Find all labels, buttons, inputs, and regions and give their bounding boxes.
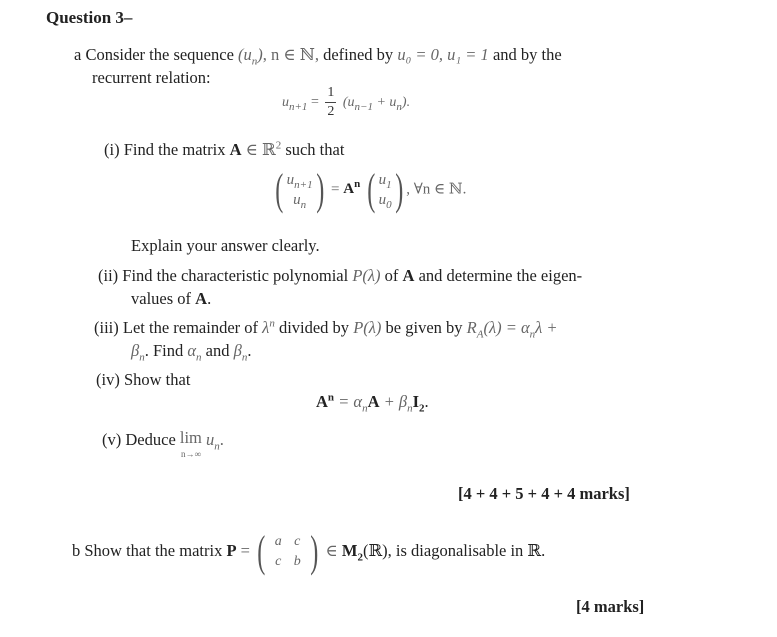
recurrence-equation: $u_{n+1}$ = $\frac{1}{2}$ $(u_{n-1} + u_n)$. [282,85,411,119]
part-a-line2: recurrent relation: [92,68,211,87]
item-iv: (iv) Show that [96,370,191,389]
n-in-N: , n ∈ ℕ, [262,45,319,64]
item-i-label: (i) [104,140,120,159]
vector-u1-u0: $u_1$ $u_0$ [378,172,392,211]
item-ii: (ii) Find the characteristic polynomial P(λ) of A and determine the eigen- [98,266,583,285]
item-ii-line2: values of A. [131,289,212,308]
question-title: Question 3– [46,8,133,27]
part-b-line: b Show that the matrix P = ( a c c b ) ∈ $M_2(ℝ)$, is diagonalisable in ℝ. [72,527,546,576]
part-a-line1 [74,45,562,68]
part-a-marks: [4 + 4 + 5 + 4 + 4 marks] [458,484,630,503]
item-v-label: (v) [102,430,122,449]
item-iii-line2: $\beta_n$. Find $\alpha_n$ and $\beta_n$. [131,341,252,364]
defined-by-text: defined by [323,45,394,64]
sequence-symbol: $(u_n)$ [238,45,263,68]
matrix-P: a c c b [274,534,301,569]
iv-equation: $A^n = \alpha_nA + \beta_nI_2$. [316,391,429,415]
part-a-intro: Consider the sequence [85,45,234,64]
explain-text: Explain your answer clearly. [131,236,320,255]
matrix-equation: ( $u_{n+1}$ $u_n$ ) = $A^n$ ( $u_1$ $u_0$) , ∀n ∈ ℕ. [275,165,467,214]
part-b-marks: [4 marks] [576,597,645,616]
item-v: (v) Deduce lim n→∞ $u_n$. [102,428,224,459]
item-iii-label: (iii) [94,318,119,337]
and-by-the-text: and by the [492,45,562,64]
item-i: (i) Find the matrix A ∈ ℝ$^2$ such that [104,139,345,159]
vector-un: $u_{n+1}$ $u_n$ [286,172,313,211]
item-ii-label: (ii) [98,266,119,285]
part-a-label: a [74,45,82,64]
part-b-label: b [72,540,81,560]
initial-values: u₀ = 0, u₁ = 1 [397,45,489,64]
item-iii: (iii) Let the remainder of $\lambda^n$ divided by P(λ) be given by $R_A(\lambda) = \alpha_n\lambda$ + [94,317,558,341]
item-iv-label: (iv) [96,370,120,389]
one-half-fraction: $\frac{1}{2}$ [327,85,335,119]
